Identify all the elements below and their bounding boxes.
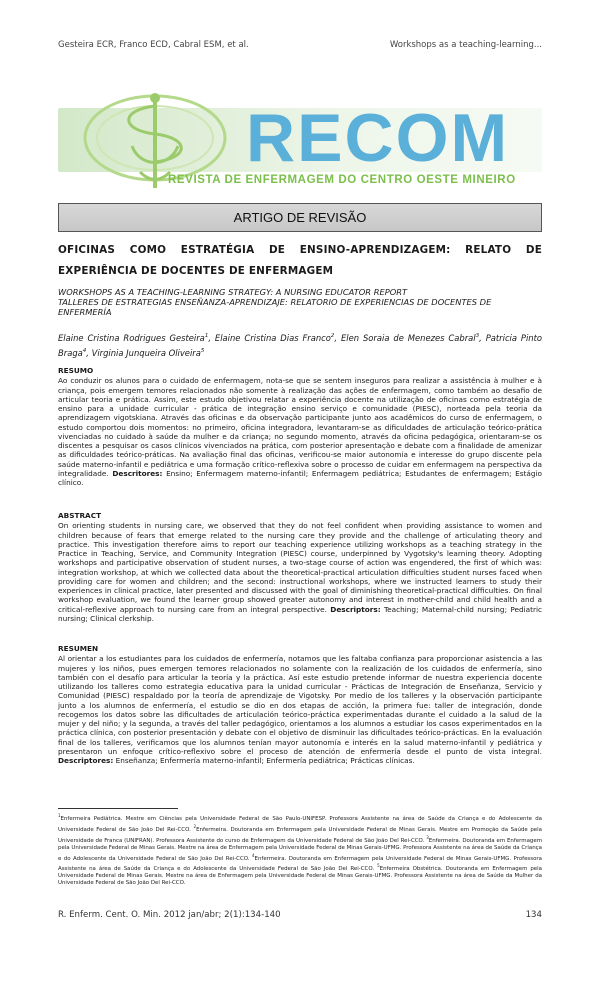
running-header-authors: Gesteira ECR, Franco ECD, Cabral ESM, et al. [58,40,249,50]
footnote-text: Enfermeira Pediátrica. Mestre em Ciências pela Universidade Federal de São Paulo-UNIFESP. Professora Assistente na área de Saúde da Criança e do Adolescente da Universidade Federal de São João Del Rei-CCO. [58,815,542,833]
section-label: ARTIGO DE REVISÃO [58,203,542,232]
author-name: Elen Soraia de Menezes Cabral [341,332,476,343]
footnote-text: Enfermeira. Doutoranda em Enfermagem pela Universidade Federal de Minas Gerais. Mestre na área de Enfermagem pela Universidade Federal de Minas Gerais-UFMG. Professora Assistente na área de Saúde da Criança e do Adolescente da Universidade Federal de São João Del Rei-CCO. [58,837,542,862]
page-number: 134 [525,910,542,920]
footnote-mark: 4 [251,852,255,858]
author-mark: 3 [475,333,480,339]
article-title: OFICINAS COMO ESTRATÉGIA DE ENSINO-APRENDIZAGEM: RELATO DE EXPERIÊNCIA DE DOCENTES DE ENFERMAGEM [58,244,542,277]
abstract-heading: ABSTRACT [58,511,102,520]
author-mark: 5 [200,347,205,354]
resumo-section [58,366,542,487]
resumen-body: Al orientar a los estudiantes para los cuidados de enfermería, notamos que les faltaba confianza para proporcionar asistencia a las mujeres y los niños, pues emergen temores relacionados no solamente con la realización de los cuidados de enfermería, sino también con el desafío para articular la teoría y la práctica. Así este estudio pretende informar de nuestra experiencia docente utilizando los talleres como estrategia educativa para la unidad curricular - Prácticas de Integración de Enseñanza, Servicio y Comunidad (PIESC) respaldado por la teoría de aprendizaje de Vigotsky. Por medio de los talleres y la observación participante junto a los alumnos de enfermería, el estudio se dio en dos etapas de acción, la primera fue: taller de integración, donde recogemos los datos sobre las dificultades de articulación teórico-práctica experimentadas durante el cuidado a la salud de la mujer y del niño; y la segunda, a través del taller pedagógico, orientamos a los alumnos a estudiar los casos experimentados en la práctica clínica, con posterior presentación y debate con el objetivo de disminuir las dificultades teórico-prácticas. En la evaluación final de los talleres, verificamos que los alumnos tenían mayor autonomía e interés en la salud materno-infantil y pediátrica y presentaron un enfoque crítico-reflexivo sobre el proceso de atención de enfermería desde el punto de vista integral. [58,654,542,756]
resumen-heading: RESUMEN [58,644,99,653]
author-footnotes [58,812,542,887]
translated-titles [58,287,542,317]
logo-tagline: REVISTA DE ENFERMAGEM DO CENTRO OESTE MINEIRO [168,174,516,186]
resumo-body: Ao conduzir os alunos para o cuidado de enfermagem, nota-se que se sentem inseguros para realizar a assistência à mulher e à criança, pois emergem temores relacionados não somente à realização das ações de enfermagem, como também ao desafio de articular teoria e prática. Assim, este estudo objetivou relatar a experiência docente na utilização de oficinas como estratégia de ensino para a unidade curricular - prática de integração ensino serviço e comunidade (PIESC), norteada pela teoria da aprendizagem vigotskiana. Através das oficinas e da observação participante junto aos acadêmicos do curso de enfermagem, o estudo comportou dois momentos: no primeiro, oficina integradora, levantaram-se as dificuldades de articulação teórico-prática vivenciadas no cuidado à saúde da mulher e da criança; no segundo momento, através da oficina pedagógica, orientaram-se os discentes a pesquisar os casos clínicos vivenciados na prática, com posterior apresentação e debate com a finalidade de amenizar as dificuldades teórico-práticas. Na avaliação final das oficinas, verificou-se maior autonomia e interesse do grupo discente pela saúde materno-infantil e pediátrica e uma formação crítico-reflexiva sobre o processo de cuidar em enfermagem na perspectiva da integralidade. [58,376,542,478]
footnote-divider [58,808,178,809]
footnote-mark: 2 [193,823,197,829]
title-spanish: TALLERES DE ESTRATEGIAS ENSEÑANZA-APRENDIZAJE: RELATORIO DE EXPERIENCIAS DE DOCENTES DE ENFERMERÍA [58,297,492,317]
author-name: Patricia Pinto Braga [58,332,543,358]
footnote-mark: 5 [377,863,380,869]
abstract-descriptors-label: Descriptors: [330,604,381,614]
journal-logo [58,88,542,200]
resumo-heading: RESUMO [58,366,94,375]
footnote-text: Enfermeira Obstétrica. Doutoranda em Enfermagem pela Universidade Federal de Minas Gerais. Mestre na área de Enfermagem pela Universidade Federal de Minas Gerais-UFMG. Professora Assistente na área de Saúde da Mulher da Universidade Federal de São João Del Rei-CCO. [58,866,542,887]
footnote-text: Enfermeira. Doutoranda em Enfermagem pela Universidade Federal de Minas Gerais-UFMG. Professora Assistente na área de Saúde da Criança e do Adolescente da Universidade Federal de São João Del Rei-CCO. [58,855,542,873]
footnote-text: Enfermeira. Doutoranda em Enfermagem pela Universidade Federal de Minas Gerais. Mestre em Promoção da Saúde pela Universidade de Franca (UNIFRAN). Professora Assistente do curso de Enfermagem da Universidade Federal de São João Del Rei-CCO. [58,826,542,844]
author-name: Elaine Cristina Rodrigues Gesteira [58,332,205,343]
abstract-descriptors: Teaching; Maternal-child nursing; Pediatric nursing; Clinical clerkship. [58,604,542,623]
footnote-mark: 1 [58,813,61,818]
resumo-descriptors: Ensino; Enfermagem materno-infantil; Enfermagem pediátrica; Estudantes de enfermagem; Estágio clínico. [58,468,543,487]
running-header-title: Workshops as a teaching-learning... [389,40,542,50]
abstract-body: On orienting students in nursing care, we observed that they do not feel confident when providing assistance to women and children because of fears that emerge related to the nursing care they provide and the challenge of articulating theory and practice. This investigation therefore aims to report our teaching experience utilizing workshops as a teaching strategy in the Practice in Teaching, Service, and Community Integration (PIESC) course, underpinned by Vygotsky's learning theory. Adopting workshops and participative observation of student nurses, a two-stage course of action was engendered, the first of which was: integration workshop, at which we collected data about the theoretical-practical articulation difficulties student nurses faced when providing care for women and children; and the second: instructional workshops, where we instructed learners to study their experiences in clinical practice, later presented and discussed with the goal of diminishing theoretical-practical difficulties. On final workshop evaluation, we found the learner group showed greater autonomy and interest in mother-child and child health and a critical-reflexive approach to nursing care from an integral perspective. [58,521,542,614]
citation-footer: R. Enferm. Cent. O. Min. 2012 jan/abr; 2(1):134-140 [58,910,281,920]
logo-wordmark: RECOM [246,100,510,176]
resumen-section [58,644,542,765]
abstract-section [58,511,542,623]
resumo-descriptors-label: Descritores: [112,468,163,478]
author-mark: 2 [330,333,335,339]
author-mark: 1 [204,333,209,339]
title-english: WORKSHOPS AS A TEACHING-LEARNING STRATEGY: A NURSING EDUCATOR REPORT [58,287,408,297]
author-name: Elaine Cristina Dias Franco [214,332,331,343]
resumen-descriptors-label: Descriptores: [58,756,114,765]
author-list: Elaine Cristina Rodrigues Gesteira$^1$, Elaine Cristina Dias Franco$^2$, Elen Soraia de Menezes Cabral$^3$, Patricia Pinto Braga$^4$, Virginia Junqueira Oliveira$^5$ [58,332,543,358]
author-mark: 4 [82,347,87,354]
author-name: Virginia Junqueira Oliveira [91,347,201,358]
footnote-mark: 3 [426,834,429,840]
resumen-descriptors: Enseñanza; Enfermería materno-infantil; Enfermería pediátrica; Prácticas clínicas. [115,756,415,765]
